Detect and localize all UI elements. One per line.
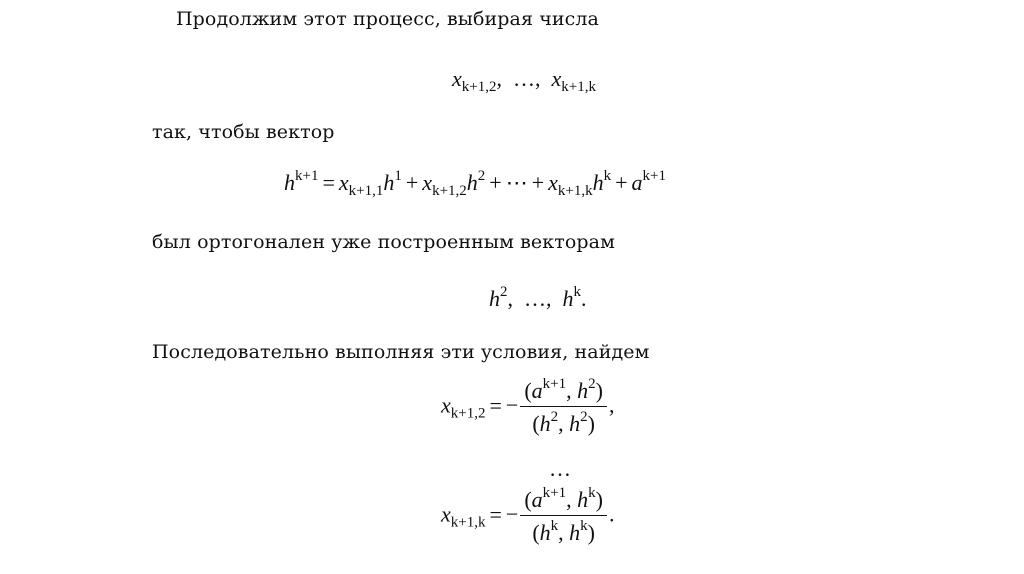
paragraph-orthogonal-to-vectors: был ортогонален уже построенным векторам (152, 231, 615, 253)
formula-ellipsis: … (549, 456, 571, 481)
formula-coefficient-k: $x_{k+1,k}$ = − $\frac{(a^{k+1}, h^k)}{(h^k, h^k)}$ . (441, 485, 615, 545)
paragraph-sequentially-find: Последовательно выполняя эти условия, найдем (152, 341, 650, 363)
formula-vectors-list: $h^2$, …, $h^k$. (489, 284, 587, 311)
paragraph-continue-process: Продолжим этот процесс, выбирая числа (176, 8, 599, 30)
formula-coefficient-2: $x_{k+1,2}$ = − $\frac{(a^{k+1}, h^2)}{(h^2, h^2)}$ , (441, 376, 615, 436)
formula-vector-definition: $h^{k+1} = x_{k+1,1}h^1 + x_{k+1,2}h^2$ + ⋯ + $x_{k+1,k}h^k + a^{k+1}$ (284, 168, 666, 199)
formula-numbers-sequence: $x_{k+1,2}$, …, $x_{k+1,k}$ (452, 66, 596, 95)
paragraph-so-that-vector: так, чтобы вектор (152, 121, 335, 143)
